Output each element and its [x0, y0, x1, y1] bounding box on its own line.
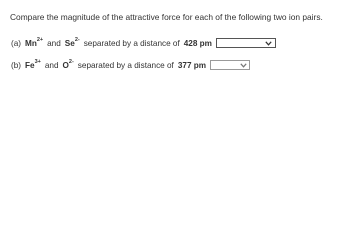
ion-se [65, 39, 80, 48]
ion-fe-symbol: Fe [25, 60, 35, 70]
ion-mn-symbol: Mn [25, 38, 37, 48]
ion-o [63, 61, 74, 70]
distance-value: 428 pm [183, 38, 212, 48]
chevron-down-icon [239, 61, 247, 69]
ion-se-symbol: Se [64, 38, 75, 48]
answer-select-a[interactable] [216, 38, 276, 48]
question-a [11, 37, 276, 49]
question-a-label: (a) [11, 38, 22, 48]
answer-select-b[interactable] [210, 60, 250, 70]
ion-o-charge: 2- [68, 59, 74, 66]
ion-se-charge: 2- [74, 37, 80, 44]
question-prompt: Compare the magnitude of the attractive force for each of the following two ion pairs. [10, 12, 323, 22]
ion-o-symbol: O [62, 60, 69, 70]
question-b [11, 59, 250, 71]
ion-mn-charge: 2+ [36, 37, 44, 44]
connector-and: and [47, 38, 61, 48]
chevron-down-icon [265, 39, 273, 47]
distance-text: separated by a distance of [77, 60, 174, 70]
question-b-label: (b) [11, 60, 22, 70]
ion-mn [25, 39, 43, 48]
distance-value: 377 pm [177, 60, 207, 70]
ion-fe [25, 61, 41, 70]
ion-fe-charge: 3+ [34, 59, 41, 66]
connector-and: and [44, 60, 59, 70]
distance-text: separated by a distance of [83, 38, 180, 48]
